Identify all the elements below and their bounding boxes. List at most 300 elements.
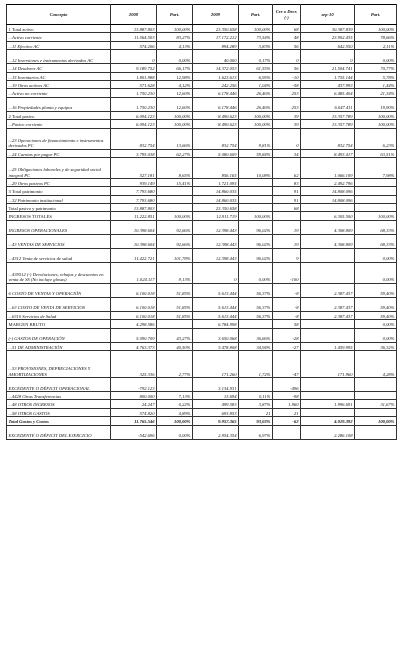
value-2008-cell: 24.247 [111, 400, 157, 408]
growth-cell: 39 [273, 111, 301, 119]
value-2009-cell: 14.860.035 [193, 187, 239, 195]
value-sep-10-cell [301, 328, 355, 342]
part-sep-10-cell [355, 178, 397, 186]
part-2008-cell: 15,41% [157, 178, 193, 186]
concept-cell: ...Activo no corriente [7, 89, 111, 97]
table-row [7, 425, 397, 439]
value-sep-10-cell: 1.459.995 [301, 342, 355, 350]
part-2009-cell: 93,03% [239, 417, 273, 425]
part-2009-cell: 100,00% [239, 212, 273, 220]
part-2008-cell: 0,00% [157, 425, 193, 439]
part-2009-cell: 3,87% [239, 400, 273, 408]
part-2008-cell: 12,60% [157, 89, 193, 97]
value-2009-cell: 17.172.212 [193, 33, 239, 41]
value-2009-cell: 12.398.443 [193, 234, 239, 248]
table-row [7, 378, 397, 392]
growth-cell [273, 212, 301, 220]
value-2009-cell: 171.260 [193, 351, 239, 378]
part-2008-cell: 51,85% [157, 311, 193, 319]
table-row [7, 72, 397, 80]
value-sep-10-cell: 21.504.741 [301, 64, 355, 72]
part-2009-cell: 59,84% [239, 149, 273, 157]
part-sep-10-cell: 100,00% [355, 120, 397, 128]
part-2009-cell: 56,37% [239, 311, 273, 319]
growth-cell: 91 [273, 195, 301, 203]
part-sep-10-cell [355, 392, 397, 400]
value-2009-cell: 12.398.443 [193, 220, 239, 234]
value-2009-cell: 1.623.613 [193, 72, 239, 80]
part-2009-cell: 26,46% [239, 89, 273, 97]
growth-cell: 9 [273, 248, 301, 262]
concept-cell: 2 Total pasivo [7, 111, 111, 119]
table-row [7, 195, 397, 203]
part-sep-10-cell: 68,33% [355, 220, 397, 234]
growth-cell: -27 [273, 342, 301, 350]
value-2008-cell: 4.298.586 [111, 320, 157, 328]
value-2008-cell: 574.820 [111, 408, 157, 416]
value-2009-cell: 5.613.444 [193, 311, 239, 319]
part-2009-cell: 9,81% [239, 128, 273, 149]
table-row [7, 25, 397, 33]
part-2009-cell: 100,00% [239, 120, 273, 128]
table-row [7, 128, 397, 149]
growth-cell: -100 [273, 262, 301, 283]
value-2008-cell: 6.100.018 [111, 297, 157, 311]
table-row [7, 417, 397, 425]
concept-cell: Total pasivo y patrimonio [7, 204, 111, 212]
value-2008-cell: 6.100.018 [111, 283, 157, 297]
concept-cell: ...Activo corriente [7, 33, 111, 41]
part-sep-10-cell: 36,32% [355, 342, 397, 350]
concept-cell: ...11 Efectivo AC [7, 41, 111, 49]
table-row [7, 342, 397, 350]
value-sep-10-cell: 2.492.796 [301, 178, 355, 186]
part-2009-cell: 0,11% [239, 392, 273, 400]
value-2008-cell: 0 [111, 50, 157, 64]
part-2008-cell [157, 204, 193, 212]
table-row [7, 111, 397, 119]
growth-cell: 68 [273, 25, 301, 33]
growth-cell: 19 [273, 220, 301, 234]
part-2008-cell: 100,00% [157, 417, 193, 425]
part-2009-cell: 0,17% [239, 50, 273, 64]
part-2009-cell: 21 [239, 408, 273, 416]
concept-cell: ...32 Patrimonio institucional [7, 195, 111, 203]
part-sep-10-cell: 59,40% [355, 311, 397, 319]
value-2009-cell: 23.350.658 [193, 25, 239, 33]
value-sep-10-cell [301, 408, 355, 416]
part-2008-cell [157, 320, 193, 328]
part-sep-10-cell: 6,23% [355, 128, 397, 149]
part-2008-cell: 0,22% [157, 400, 193, 408]
concept-cell: ...48 OTROS INGRESOS [7, 400, 111, 408]
value-2009-cell: 5.080.609 [193, 149, 239, 157]
part-2008-cell: 8,65% [157, 157, 193, 178]
concept-cell: 6 COSTO DE VENTAS Y OPERACIÓN [7, 283, 111, 297]
value-2009-cell: 13.694 [193, 392, 239, 400]
part-sep-10-cell: 100,00% [355, 212, 397, 220]
value-sep-10-cell: 4.308.809 [301, 234, 355, 248]
value-sep-10-cell: 13.357.789 [301, 120, 355, 128]
value-sep-10-cell: 1.996.691 [301, 400, 355, 408]
part-2008-cell [157, 195, 193, 203]
value-2009-cell: 6.178.446 [193, 97, 239, 111]
part-2009-cell: 100,00% [239, 111, 273, 119]
financial-statement-table [6, 4, 397, 440]
value-2008-cell: 3.795.038 [111, 149, 157, 157]
value-2008-cell: 11.765.546 [111, 417, 157, 425]
header-crecimiento: Cre o Decr. (-) [273, 5, 301, 25]
part-2009-cell: 61,55% [239, 64, 273, 72]
part-sep-10-cell [355, 187, 397, 195]
concept-cell: ...24 Cuentas por pagar PC [7, 149, 111, 157]
growth-cell: 58 [273, 320, 301, 328]
table-row [7, 220, 397, 234]
value-sep-10-cell [301, 262, 355, 283]
value-2008-cell: 1.750.230 [111, 97, 157, 111]
growth-cell: 83 [273, 178, 301, 186]
value-2009-cell: 856.165 [193, 157, 239, 178]
value-2009-cell: 5.613.444 [193, 297, 239, 311]
value-2009-cell: 12.911.719 [193, 212, 239, 220]
table-row [7, 234, 397, 248]
growth-cell: 56 [273, 41, 301, 49]
part-2009-cell [239, 178, 273, 186]
part-2009-cell: 96,02% [239, 234, 273, 248]
header-part-2009: Part. [239, 5, 273, 25]
part-2008-cell: 13,66% [157, 128, 193, 149]
part-sep-10-cell: 0,00% [355, 262, 397, 283]
part-2008-cell: 100,00% [157, 111, 193, 119]
concept-cell: EXCEDENTE O DÉFICIT DEL EJERCICIO [7, 425, 111, 439]
concept-cell: ...Pasivo corriente [7, 120, 111, 128]
part-2009-cell [239, 204, 273, 212]
growth-cell: 48 [273, 33, 301, 41]
growth-cell: -496 [273, 378, 301, 392]
value-2009-cell: 6.178.446 [193, 89, 239, 97]
concept-cell: ...53 PROVISIONES, DEPRECIACIONES Y AMORTIZACIONES [7, 351, 111, 378]
value-sep-10-cell: 2.286.108 [301, 425, 355, 439]
growth-cell: 19 [273, 234, 301, 248]
growth-cell: 1.960 [273, 400, 301, 408]
part-2008-cell: 92,66% [157, 234, 193, 248]
table-row [7, 297, 397, 311]
value-sep-10-cell: 14.808.096 [301, 195, 355, 203]
table-row [7, 408, 397, 416]
value-sep-10-cell: 171.960 [301, 351, 355, 378]
concept-cell: ...25 Obligaciones laborales y de seguridad social integral PC [7, 157, 111, 178]
part-sep-10-cell: 100,00% [355, 111, 397, 119]
value-2009-cell: 40.000 [193, 50, 239, 64]
value-2008-cell: 1.750.230 [111, 89, 157, 97]
value-2008-cell: 4.763.373 [111, 342, 157, 350]
value-2009-cell: 2.954.354 [193, 425, 239, 439]
value-2008-cell: -542.696 [111, 425, 157, 439]
value-sep-10-cell: 23.902.435 [301, 33, 355, 41]
value-sep-10-cell: 437.993 [301, 80, 355, 88]
part-sep-10-cell: 59,40% [355, 297, 397, 311]
part-2009-cell [239, 195, 273, 203]
part-2009-cell: 96,02% [239, 248, 273, 262]
value-2008-cell: 800.000 [111, 392, 157, 400]
concept-cell: 3 Total patrimonio [7, 187, 111, 195]
part-2008-cell: 92,66% [157, 220, 193, 234]
header-part-sep-10: Part. [355, 5, 397, 25]
growth-cell: -62 [273, 417, 301, 425]
value-2009-cell: 3.134.931 [193, 378, 239, 392]
part-sep-10-cell: 0,00% [355, 328, 397, 342]
table-row [7, 97, 397, 111]
value-sep-10-cell [301, 392, 355, 400]
part-2009-cell: 96,02% [239, 220, 273, 234]
value-2008-cell: 10.398.604 [111, 234, 157, 248]
part-sep-10-cell [355, 425, 397, 439]
concept-cell: ...14 Deudores AC [7, 64, 111, 72]
concept-cell: Total Gastos y Costos [7, 417, 111, 425]
part-sep-10-cell: 68,33% [355, 234, 397, 248]
concept-cell: ...4428 Otras Transferencias [7, 392, 111, 400]
part-sep-10-cell: 4,28% [355, 351, 397, 378]
value-2009-cell: 693.853 [193, 408, 239, 416]
value-sep-10-cell: 2.387.437 [301, 297, 355, 311]
part-2009-cell [239, 187, 273, 195]
growth-cell: -8 [273, 283, 301, 297]
concept-cell: INGRESOS OPERACIONALES [7, 220, 111, 234]
value-2009-cell: 832.754 [193, 128, 239, 149]
value-2009-cell: 499.583 [193, 400, 239, 408]
table-body [7, 25, 397, 440]
growth-cell: 39 [273, 120, 301, 128]
value-2008-cell: 1.801.988 [111, 72, 157, 80]
header-row [7, 5, 397, 25]
table-row [7, 80, 397, 88]
table-row [7, 89, 397, 97]
value-2009-cell: 23.350.658 [193, 204, 239, 212]
part-2009-cell [239, 320, 273, 328]
part-2008-cell: 12,60% [157, 97, 193, 111]
table-row [7, 187, 397, 195]
value-2008-cell: 7.793.680 [111, 187, 157, 195]
header-sep-10: sep-10 [301, 5, 355, 25]
part-2009-cell: 0,00% [239, 262, 273, 283]
value-2009-cell: 3.650.068 [193, 328, 239, 342]
table-row [7, 120, 397, 128]
concept-cell: (-) GASTOS DE OPERACIÓN [7, 328, 111, 342]
part-sep-10-cell: 0,00% [355, 320, 397, 328]
part-2008-cell: 9,13% [157, 262, 193, 283]
table-row [7, 400, 397, 408]
value-2008-cell: 13.887.803 [111, 25, 157, 33]
part-sep-10-cell: 0,00% [355, 248, 397, 262]
value-2009-cell: 8.490.623 [193, 111, 239, 119]
value-2008-cell: 7.793.680 [111, 195, 157, 203]
growth-cell: 91 [273, 187, 301, 195]
part-2009-cell: 6,97% [239, 425, 273, 439]
header-concepto: Concepto [7, 5, 111, 25]
part-2009-cell: 1,04% [239, 80, 273, 88]
growth-cell: -58 [273, 80, 301, 88]
value-2009-cell: 1.721.095 [193, 178, 239, 186]
part-sep-10-cell: 19,90% [355, 97, 397, 111]
value-2009-cell: 0 [193, 262, 239, 283]
part-2008-cell: 100,00% [157, 120, 193, 128]
concept-cell: ...29 Otros pasivos PC [7, 178, 111, 186]
growth-cell: -98 [273, 392, 301, 400]
table-row [7, 149, 397, 157]
part-2009-cell: 36,66% [239, 328, 273, 342]
value-2008-cell: -792.123 [111, 378, 157, 392]
concept-cell: 1 Total activo [7, 25, 111, 33]
table-row [7, 262, 397, 283]
growth-cell: -10 [273, 72, 301, 80]
value-sep-10-cell: 6.485.404 [301, 89, 355, 97]
part-sep-10-cell [355, 195, 397, 203]
header-2009: 2009 [193, 5, 239, 25]
value-sep-10-cell [301, 320, 355, 328]
growth-cell: 34 [273, 149, 301, 157]
value-2009-cell: 12.398.443 [193, 248, 239, 262]
part-sep-10-cell: 7,98% [355, 157, 397, 178]
value-sep-10-cell: 30.387.839 [301, 25, 355, 33]
part-sep-10-cell: 1,44% [355, 80, 397, 88]
value-2009-cell: 8.490.623 [193, 120, 239, 128]
part-2009-cell: 6,95% [239, 72, 273, 80]
value-2008-cell: 574.206 [111, 41, 157, 49]
part-2009-cell: 56,37% [239, 297, 273, 311]
value-2009-cell: 14.372.053 [193, 64, 239, 72]
part-2008-cell [157, 378, 193, 392]
concept-cell: MARGEN BRUTO [7, 320, 111, 328]
growth-cell: 253 [273, 97, 301, 111]
part-2008-cell: 101,78% [157, 248, 193, 262]
value-sep-10-cell: 0 [301, 50, 355, 64]
table-row [7, 328, 397, 342]
value-2009-cell: 242.256 [193, 80, 239, 88]
concept-cell: ...63 COSTO DE VENTA DE SERVICIOS [7, 297, 111, 311]
value-sep-10-cell [301, 378, 355, 392]
value-sep-10-cell: 8.493.417 [301, 149, 355, 157]
value-sep-10-cell [301, 204, 355, 212]
concept-cell: ...19 Otros activos AC [7, 80, 111, 88]
part-2009-cell: 3,83% [239, 41, 273, 49]
value-2008-cell: 11.222.851 [111, 212, 157, 220]
concept-cell: ...43 VENTAS DE SERVICIOS [7, 234, 111, 248]
part-2008-cell: 100,00% [157, 25, 193, 33]
part-sep-10-cell: 70,77% [355, 64, 397, 72]
value-2008-cell: 5.090.709 [111, 328, 157, 342]
growth-cell: 21 [273, 408, 301, 416]
part-sep-10-cell [355, 408, 397, 416]
table-row [7, 212, 397, 220]
header-2008: 2008 [111, 5, 157, 25]
part-2009-cell: 100,00% [239, 25, 273, 33]
table-row [7, 178, 397, 186]
table-row [7, 320, 397, 328]
value-2009-cell: 9.957.365 [193, 417, 239, 425]
value-sep-10-cell: 6.047.411 [301, 97, 355, 111]
part-2008-cell: 66,17% [157, 64, 193, 72]
value-2008-cell: 1.024.117 [111, 262, 157, 283]
concept-cell: ...439512 (-) Devoluciones, rebajas y descuentos en venta de SS (No incluye glosas) [7, 262, 111, 283]
concept-cell: ...4312 Venta de servicios de salud [7, 248, 111, 262]
value-2009-cell: 14.860.035 [193, 195, 239, 203]
part-2009-cell: 26,46% [239, 97, 273, 111]
part-2008-cell: 43,27% [157, 328, 193, 342]
table-row [7, 204, 397, 212]
table-row [7, 392, 397, 400]
value-2008-cell: 6.094.123 [111, 111, 157, 119]
growth-cell: 68 [273, 204, 301, 212]
concept-cell: EXCEDENTE O DÉFICIT OPERACIONAL [7, 378, 111, 392]
growth-cell: -8 [273, 311, 301, 319]
concept-cell: ...58 OTROS GASTOS [7, 408, 111, 416]
value-2008-cell: 10.398.604 [111, 220, 157, 234]
part-2009-cell: 10,08% [239, 157, 273, 178]
part-sep-10-cell: 100,00% [355, 25, 397, 33]
value-2008-cell: 6.094.123 [111, 120, 157, 128]
part-sep-10-cell: 2,11% [355, 41, 397, 49]
part-2008-cell: 0,00% [157, 50, 193, 64]
part-sep-10-cell: 21,34% [355, 89, 397, 97]
part-2009-cell: 1,72% [239, 351, 273, 378]
concept-cell: ...6310 Servicios de Salud [7, 311, 111, 319]
part-sep-10-cell: 0,00% [355, 50, 397, 64]
value-sep-10-cell: 6.305.500 [301, 212, 355, 220]
value-2008-cell: 325.336 [111, 351, 157, 378]
part-sep-10-cell [355, 378, 397, 392]
part-2008-cell: 12,98% [157, 72, 193, 80]
value-2008-cell: 832.754 [111, 128, 157, 149]
part-2008-cell: 7,13% [157, 392, 193, 400]
part-sep-10-cell: 100,00% [355, 417, 397, 425]
growth-cell: 62 [273, 157, 301, 178]
concept-cell: ...16 Propiedades planta y equipos [7, 97, 111, 111]
part-sep-10-cell: 59,40% [355, 283, 397, 297]
table-row [7, 33, 397, 41]
value-2008-cell: 939.149 [111, 178, 157, 186]
value-sep-10-cell: 642.550 [301, 41, 355, 49]
part-2008-cell: 83,27% [157, 33, 193, 41]
value-2008-cell: 571.628 [111, 80, 157, 88]
table-row [7, 351, 397, 378]
part-2009-cell: 34,94% [239, 342, 273, 350]
value-sep-10-cell: 4.019.392 [301, 417, 355, 425]
table-row [7, 50, 397, 64]
part-2008-cell: 4,12% [157, 80, 193, 88]
value-sep-10-cell: 4.308.809 [301, 220, 355, 234]
value-sep-10-cell: 2.387.437 [301, 311, 355, 319]
part-2008-cell: 51,85% [157, 297, 193, 311]
value-sep-10-cell: 1.755.144 [301, 72, 355, 80]
table-row [7, 283, 397, 297]
value-2008-cell: 11.564.503 [111, 33, 157, 41]
part-2008-cell: 100,00% [157, 212, 193, 220]
growth-cell: 0 [273, 50, 301, 64]
value-2008-cell: 9.189.752 [111, 64, 157, 72]
growth-cell: -28 [273, 328, 301, 342]
part-sep-10-cell: 63,51% [355, 149, 397, 157]
part-2008-cell [157, 187, 193, 195]
value-2009-cell: 894.289 [193, 41, 239, 49]
growth-cell: 56 [273, 64, 301, 72]
value-2009-cell: 6.784.998 [193, 320, 239, 328]
value-sep-10-cell: 13.357.789 [301, 111, 355, 119]
value-sep-10-cell [301, 248, 355, 262]
growth-cell: -47 [273, 351, 301, 378]
concept-cell: ...23 Operaciones de financiamiento e instrumentos derivados PC [7, 128, 111, 149]
value-2008-cell: 13.887.803 [111, 204, 157, 212]
table-row [7, 64, 397, 72]
